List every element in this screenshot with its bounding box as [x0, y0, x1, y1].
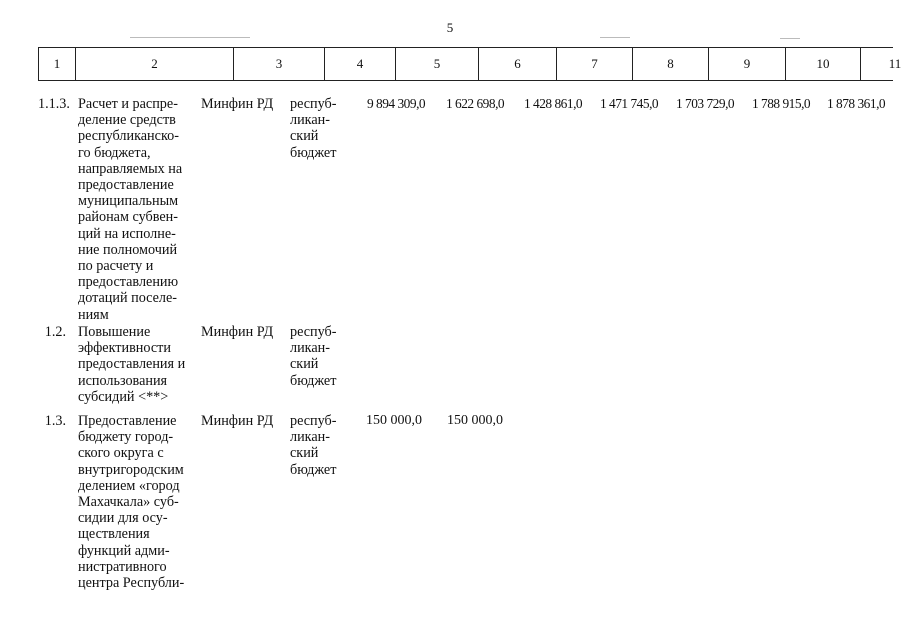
scan-artifact	[780, 38, 800, 39]
header-col-4: 4	[324, 48, 395, 80]
header-col-10: 10	[785, 48, 860, 80]
row-name: Повышение эффективности предоставления и использования субсидий <**>	[78, 324, 186, 405]
row-executor: Минфин РД	[201, 413, 274, 429]
header-col-7: 7	[556, 48, 632, 80]
row-executor: Минфин РД	[201, 96, 274, 112]
row-name: Расчет и распре- деление средств республиканско- го бюджета, направляемых на предоставление муниципальным районам субвен- ций на исполне- ние полномочий по расчету и предоставлению дотаций поселе- ниям	[78, 96, 183, 323]
row-value-col-7: 1 428 861,0	[524, 96, 583, 111]
row-name: Предоставление бюджету город- ского округа с внутригородским делением «город Махачкала» суб- сидии для осу- ществления функций адми- нистративного центра Республи-	[78, 413, 185, 592]
row-value-col-8: 1 471 745,0	[600, 96, 659, 111]
page-number: 5	[446, 20, 454, 35]
row-source: респуб- ликан- ский бюджет	[290, 96, 337, 161]
header-col-6: 6	[478, 48, 556, 80]
row-number: 1.3.	[44, 413, 66, 429]
header-col-8: 8	[632, 48, 708, 80]
row-source: респуб- ликан- ский бюджет	[290, 413, 337, 478]
table-header	[38, 47, 902, 81]
row-executor: Минфин РД	[201, 324, 274, 340]
row-number: 1.2.	[44, 324, 66, 340]
row-source: респуб- ликан- ский бюджет	[290, 324, 337, 389]
header-col-2: 2	[75, 48, 233, 80]
scan-artifact	[600, 37, 630, 38]
row-value-col-9: 1 703 729,0	[676, 96, 735, 111]
row-value-col-6: 1 622 698,0	[446, 96, 505, 111]
row-value-col-6: 150 000,0	[447, 413, 503, 428]
row-value-col-5: 9 894 309,0	[367, 96, 426, 111]
row-value-col-5: 150 000,0	[366, 413, 422, 428]
header-col-3: 3	[233, 48, 324, 80]
header-col-1: 1	[38, 48, 75, 80]
header-col-9: 9	[708, 48, 785, 80]
row-value-col-10: 1 788 915,0	[752, 96, 811, 111]
header-col-5: 5	[395, 48, 478, 80]
row-value-col-11: 1 878 361,0	[827, 96, 886, 111]
row-number: 1.1.3.	[38, 96, 70, 112]
header-col-11: 11	[860, 48, 905, 80]
scan-artifact	[130, 37, 250, 38]
